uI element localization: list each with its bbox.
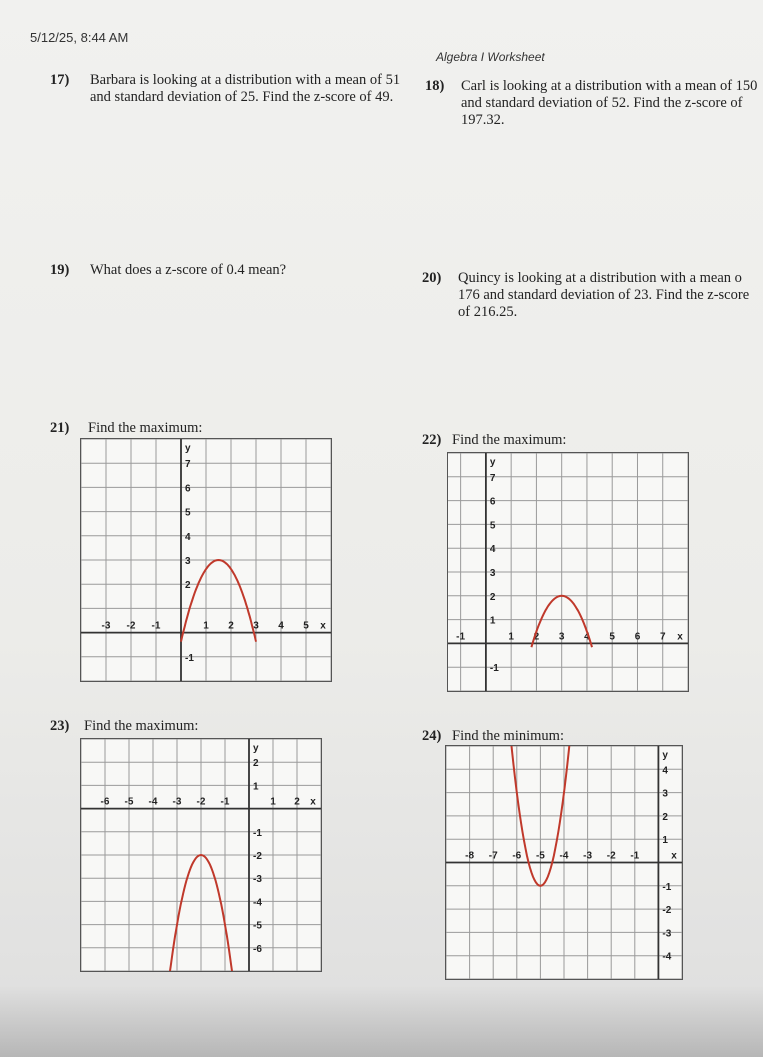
x-tick-label: -6 — [512, 850, 522, 862]
question-number: 23) — [50, 718, 70, 734]
x-tick-label: -1 — [220, 796, 230, 808]
x-axis-label: x — [310, 796, 316, 808]
x-axis-label: x — [677, 631, 683, 643]
x-tick-label: -3 — [172, 796, 182, 808]
question-number: 19) — [50, 262, 70, 278]
graph-23 — [80, 738, 322, 972]
course-title: Algebra I Worksheet — [436, 50, 545, 64]
x-tick-label: -1 — [151, 620, 161, 632]
parabola-curve — [181, 560, 256, 642]
x-tick-label: -3 — [101, 620, 111, 632]
question-text: Find the maximum: — [84, 718, 199, 734]
y-tick-label: 7 — [185, 459, 191, 471]
x-tick-label: -6 — [100, 796, 110, 808]
y-tick-label: 4 — [185, 531, 191, 543]
x-tick-label: -4 — [148, 796, 158, 808]
x-tick-label: -5 — [535, 850, 545, 862]
y-tick-label: -6 — [253, 943, 262, 955]
y-tick-label: -2 — [253, 851, 262, 862]
y-tick-label: 5 — [185, 507, 191, 519]
x-axis-label: x — [671, 850, 677, 862]
question-text: Find the minimum: — [452, 728, 564, 744]
x-tick-label: -1 — [630, 850, 640, 862]
y-axis-label: y — [662, 750, 668, 761]
y-tick-label: 3 — [185, 556, 191, 567]
graph-21 — [80, 438, 332, 682]
y-tick-label: -1 — [662, 881, 672, 893]
question-number: 17) — [50, 72, 70, 88]
y-tick-label: -4 — [253, 897, 262, 909]
x-tick-label: 3 — [253, 620, 259, 632]
x-tick-label: 7 — [659, 631, 666, 643]
x-tick-label: 2 — [533, 631, 540, 643]
x-tick-label: -8 — [465, 850, 475, 862]
x-tick-label: -1 — [456, 631, 466, 643]
x-tick-label: -7 — [488, 850, 498, 862]
y-axis-label: y — [489, 457, 496, 468]
x-tick-label: 3 — [558, 631, 565, 643]
question-number: 22) — [422, 432, 442, 448]
x-tick-label: 1 — [270, 796, 276, 808]
y-axis-label: y — [253, 743, 259, 754]
question-text: What does a z-score of 0.4 mean? — [90, 262, 287, 278]
x-tick-label: 6 — [634, 631, 641, 643]
x-tick-label: -4 — [559, 850, 569, 862]
question-number: 24) — [422, 728, 442, 744]
x-tick-label: 1 — [508, 631, 514, 643]
question-text: Quincy is looking at a distribution with a mean o 176 and standard deviation of 23. Find the z-score of 216.25. — [458, 270, 750, 320]
x-tick-label: 1 — [203, 620, 209, 632]
y-tick-label: 7 — [489, 472, 496, 484]
y-tick-label: 6 — [489, 496, 496, 508]
x-tick-label: -2 — [196, 796, 206, 808]
graph-22 — [447, 452, 689, 692]
graph-24 — [445, 745, 683, 980]
y-tick-label: -5 — [253, 920, 262, 932]
y-tick-label: 2 — [185, 580, 191, 592]
y-tick-label: -1 — [185, 652, 194, 664]
page-shadow — [0, 985, 763, 1057]
question-text: Find the maximum: — [88, 420, 203, 436]
x-tick-label: 4 — [278, 620, 284, 632]
x-tick-label: 5 — [609, 631, 615, 643]
y-tick-label: 3 — [489, 568, 496, 579]
y-tick-label: -3 — [662, 928, 672, 940]
x-tick-label: -2 — [126, 620, 136, 632]
y-tick-label: 4 — [489, 544, 496, 556]
y-tick-label: 2 — [662, 811, 668, 823]
y-tick-label: -2 — [662, 905, 672, 917]
y-tick-label: 6 — [185, 483, 191, 495]
x-tick-label: 2 — [294, 796, 300, 808]
graph-21-plot — [81, 439, 331, 681]
question-number: 20) — [422, 270, 442, 286]
question-text: Carl is looking at a distribution with a mean of 150 and standard deviation of 52. Find the z-score of 197.32. — [461, 78, 758, 128]
print-timestamp: 5/12/25, 8:44 AM — [30, 30, 129, 45]
x-tick-label: -5 — [124, 796, 134, 808]
y-tick-label: -1 — [253, 827, 262, 839]
y-tick-label: 1 — [253, 781, 259, 793]
y-axis-label: y — [185, 443, 191, 454]
y-tick-label: -1 — [489, 663, 499, 675]
x-tick-label: 4 — [584, 631, 590, 643]
x-axis-label: x — [320, 620, 326, 632]
x-tick-label: 2 — [228, 620, 234, 632]
graph-23-plot — [81, 739, 321, 971]
graph-24-plot — [446, 746, 682, 979]
x-tick-label: -3 — [583, 850, 593, 862]
y-tick-label: 2 — [489, 591, 496, 603]
y-tick-label: 5 — [489, 520, 496, 532]
graph-22-plot — [448, 453, 688, 691]
y-tick-label: 1 — [489, 615, 496, 627]
question-text: Find the maximum: — [452, 432, 567, 448]
x-tick-label: 5 — [303, 620, 309, 632]
y-tick-label: 4 — [662, 765, 668, 777]
question-text: Barbara is looking at a distribution with a mean of 51 and standard deviation of 25. Find the z-score of 49. — [90, 72, 401, 105]
y-tick-label: 3 — [662, 788, 668, 800]
question-number: 18) — [425, 78, 445, 94]
y-tick-label: 2 — [253, 758, 259, 770]
y-tick-label: -3 — [253, 874, 262, 886]
y-tick-label: 1 — [662, 835, 668, 847]
question-number: 21) — [50, 420, 70, 436]
x-tick-label: -2 — [606, 850, 616, 862]
y-tick-label: -4 — [662, 951, 672, 963]
